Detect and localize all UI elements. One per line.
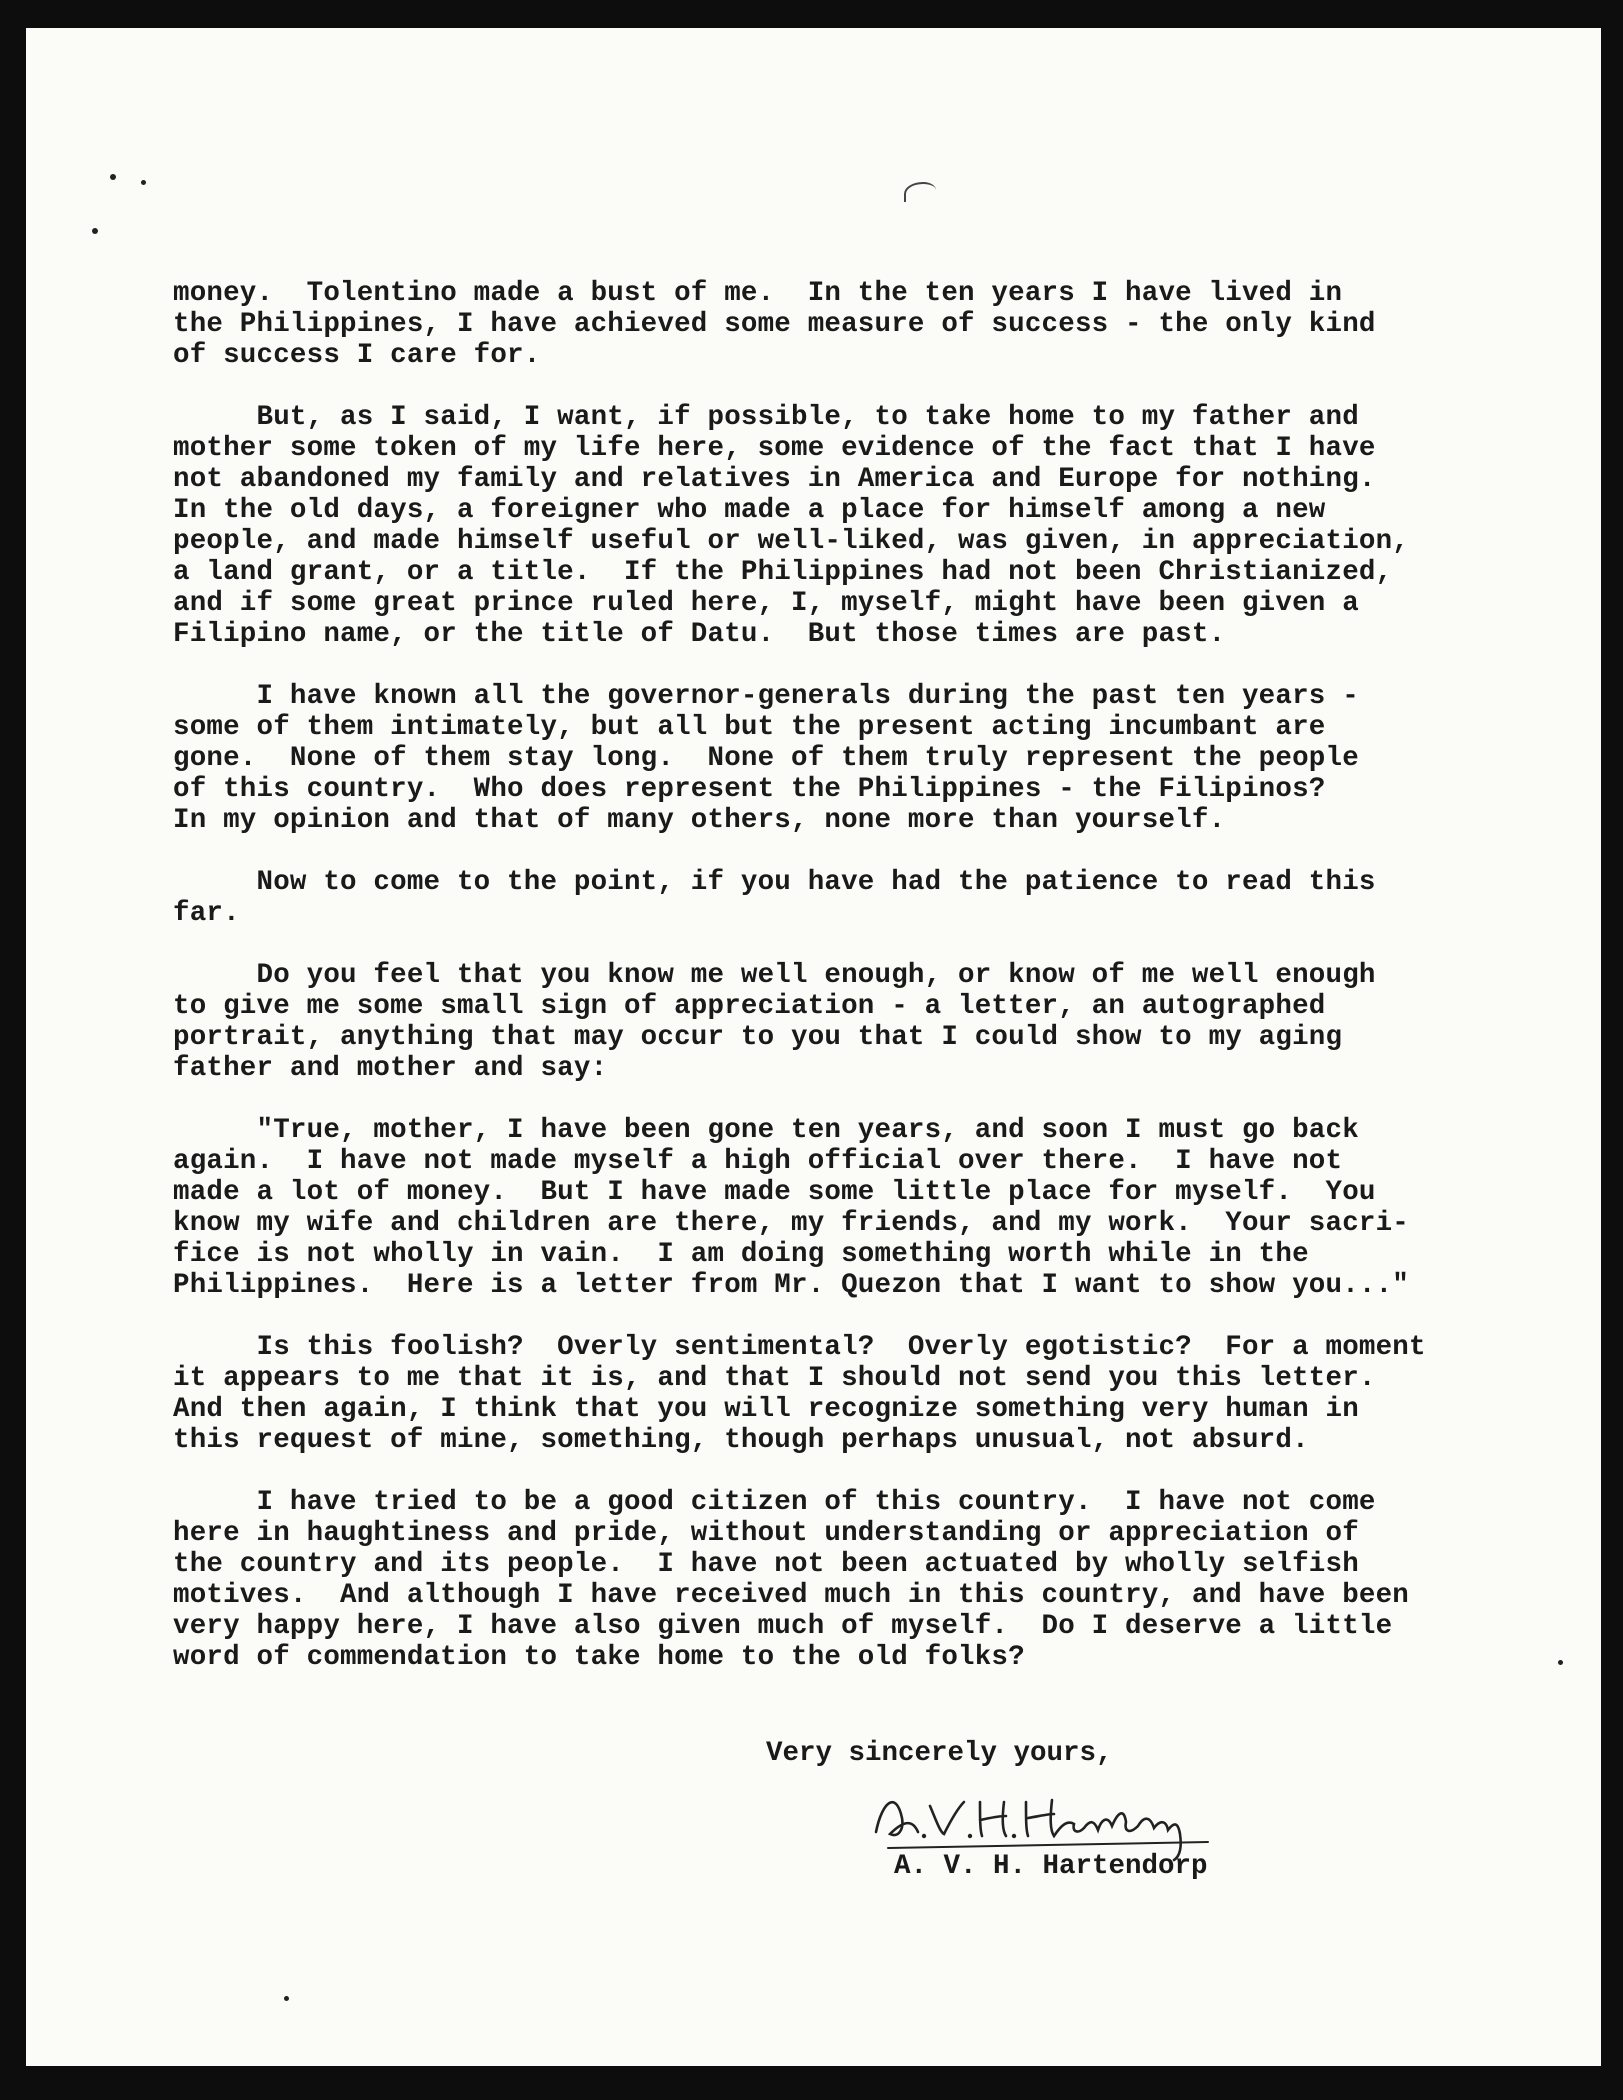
text-line: word of commendation to take home to the old folks? (173, 1642, 1025, 1673)
text-line: In the old days, a foreigner who made a place for himself among a new (173, 495, 1326, 526)
text-line: to give me some small sign of appreciation - a letter, an autographed (173, 991, 1326, 1022)
text-line: In my opinion and that of many others, none more than yourself. (173, 805, 1226, 836)
text-line: some of them intimately, but all but the present acting incumbant are (173, 712, 1326, 743)
text-line: of success I care for. (173, 340, 541, 371)
text-line: know my wife and children are there, my friends, and my work. Your sacri- (173, 1208, 1409, 1239)
text-line: and if some great prince ruled here, I, myself, might have been given a (173, 588, 1359, 619)
text-line: the country and its people. I have not been actuated by wholly selfish (173, 1549, 1359, 1580)
letter-paragraph (173, 681, 1573, 836)
scan-speck (141, 180, 146, 185)
text-line: of this country. Who does represent the Philippines - the Filipinos? (173, 774, 1326, 805)
text-line: I have tried to be a good citizen of this country. I have not come (173, 1487, 1376, 1518)
text-line: not abandoned my family and relatives in America and Europe for nothing. (173, 464, 1376, 495)
text-line: Philippines. Here is a letter from Mr. Quezon that I want to show you..." (173, 1270, 1409, 1301)
text-line: father and mother and say: (173, 1053, 608, 1084)
letter-paragraph (173, 960, 1573, 1084)
scan-speck (110, 174, 116, 180)
text-line: "True, mother, I have been gone ten years, and soon I must go back (173, 1115, 1359, 1146)
letter-body (173, 278, 1573, 1704)
text-line: again. I have not made myself a high official over there. I have not (173, 1146, 1343, 1177)
pencil-mark (904, 182, 936, 202)
handwritten-signature (868, 1772, 1268, 1862)
text-line: Is this foolish? Overly sentimental? Overly egotistic? For a moment (173, 1332, 1426, 1363)
text-line: Now to come to the point, if you have had the patience to read this (173, 867, 1376, 898)
text-line: people, and made himself useful or well-liked, was given, in appreciation, (173, 526, 1409, 557)
text-line: the Philippines, I have achieved some measure of success - the only kind (173, 309, 1376, 340)
text-line: motives. And although I have received much in this country, and have been (173, 1580, 1409, 1611)
letter-paragraph (173, 1332, 1573, 1456)
typed-signature-name: A. V. H. Hartendorp (894, 1851, 1208, 1882)
text-line: And then again, I think that you will recognize something very human in (173, 1394, 1359, 1425)
letter-paragraph (173, 1115, 1573, 1301)
text-line: here in haughtiness and pride, without understanding or appreciation of (173, 1518, 1359, 1549)
letter-paragraph (173, 1487, 1573, 1673)
text-line: mother some token of my life here, some evidence of the fact that I have (173, 433, 1376, 464)
text-line: this request of mine, something, though perhaps unusual, not absurd. (173, 1425, 1309, 1456)
text-line: fice is not wholly in vain. I am doing something worth while in the (173, 1239, 1309, 1270)
text-line: Filipino name, or the title of Datu. But those times are past. (173, 619, 1226, 650)
letter-paragraph (173, 402, 1573, 650)
letter-closing: Very sincerely yours, (766, 1738, 1113, 1769)
text-line: a land grant, or a title. If the Philippines had not been Christianized, (173, 557, 1393, 588)
text-line: made a lot of money. But I have made some little place for myself. You (173, 1177, 1376, 1208)
scan-speck (92, 228, 98, 234)
text-line: it appears to me that it is, and that I should not send you this letter. (173, 1363, 1376, 1394)
text-line: gone. None of them stay long. None of them truly represent the people (173, 743, 1359, 774)
text-line: Do you feel that you know me well enough, or know of me well enough (173, 960, 1376, 991)
text-line: But, as I said, I want, if possible, to take home to my father and (173, 402, 1359, 433)
text-line: I have known all the governor-generals during the past ten years - (173, 681, 1359, 712)
scan-speck (284, 1996, 289, 2001)
letter-paragraph (173, 278, 1573, 371)
text-line: portrait, anything that may occur to you that I could show to my aging (173, 1022, 1343, 1053)
text-line: far. (173, 898, 240, 929)
text-line: very happy here, I have also given much of myself. Do I deserve a little (173, 1611, 1393, 1642)
text-line: money. Tolentino made a bust of me. In the ten years I have lived in (173, 278, 1343, 309)
letter-paragraph (173, 867, 1573, 929)
